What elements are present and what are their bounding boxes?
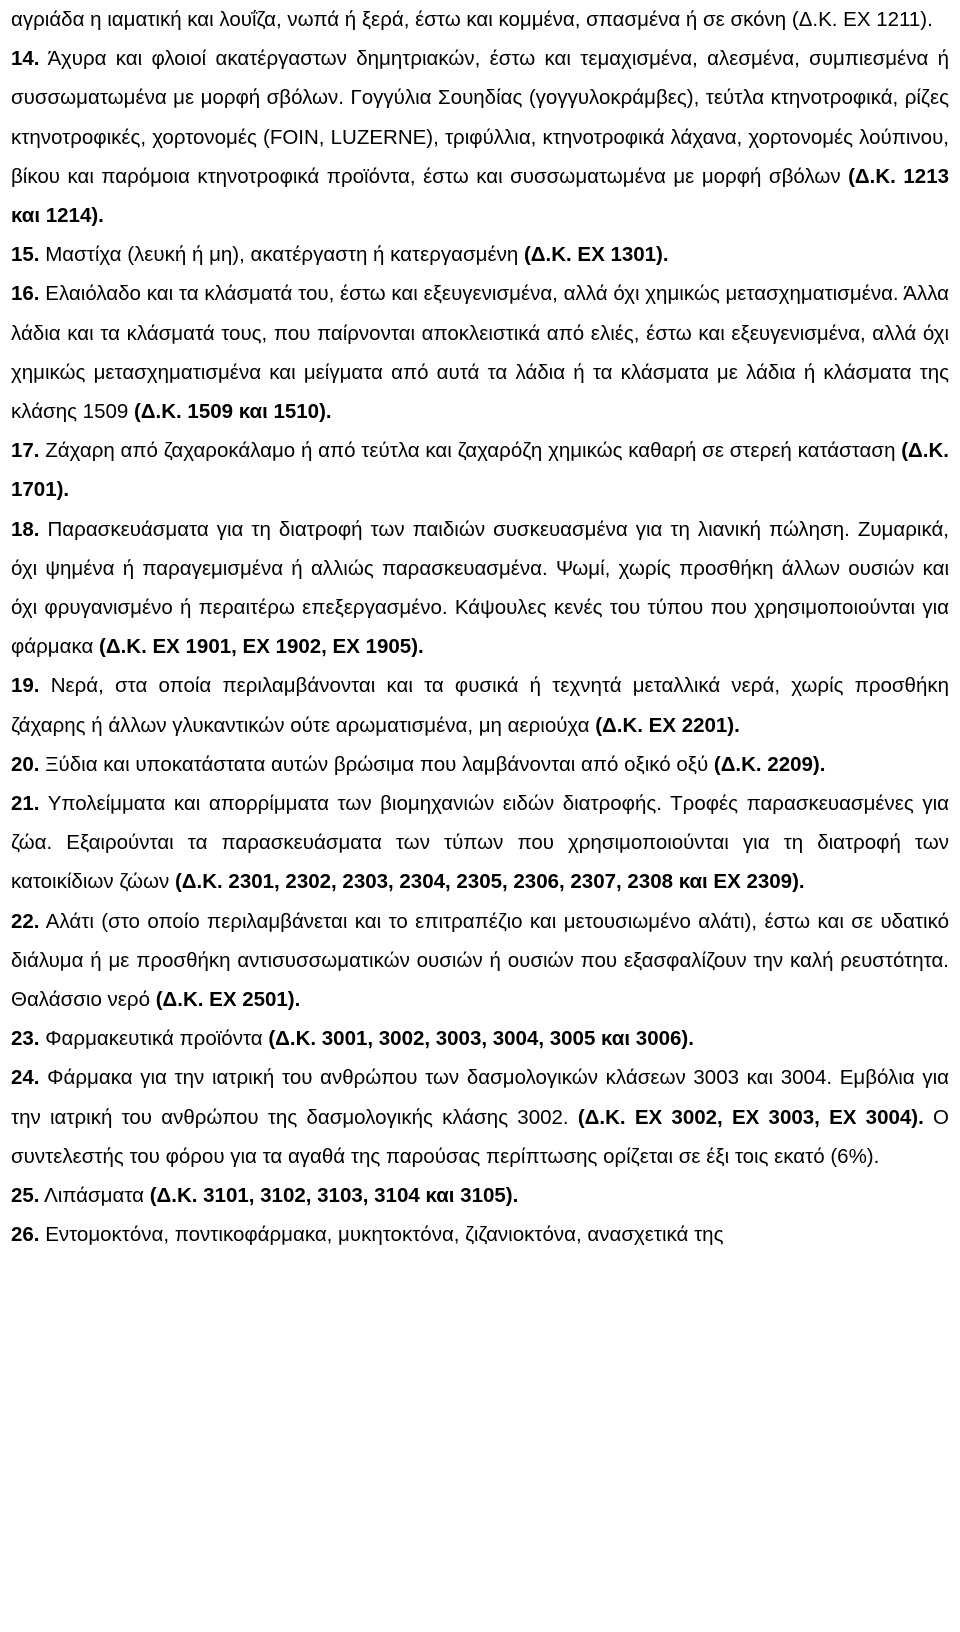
item-number: 17. bbox=[11, 439, 40, 463]
item-paragraph bbox=[11, 1019, 949, 1058]
item-text: Λιπάσματα bbox=[44, 1184, 150, 1208]
item-paragraph bbox=[11, 274, 949, 431]
item-text: Φάρμακα για την ιατρική του ανθρώπου των δασμολογικών κλάσεων 3003 και 3004. Εμβόλια για την ιατρική του ανθρώπου της δασμολογικής κλάσης 3002. bbox=[11, 1066, 949, 1129]
item-text: Αλάτι (στο οποίο περιλαμβάνεται και το επιτραπέζιο και μετουσιωμένο αλάτι), έστω και σε υδατικό διάλυμα ή με προσθήκη αντισυσσωματικών ουσιών ή ουσιών που εξασφαλίζουν την καλή ρευστότητα. Θαλάσσιο νερό bbox=[11, 909, 949, 1012]
item-number: 22. bbox=[11, 909, 40, 933]
item-paragraph bbox=[11, 784, 949, 902]
tariff-code-reference: (Δ.Κ. ΕΧ 1901, ΕΧ 1902, ΕΧ 1905). bbox=[99, 635, 424, 659]
item-number: 20. bbox=[11, 752, 40, 776]
item-text: αγριάδα η ιαματική και λουΐζα, νωπά ή ξερά, έστω και κομμένα, σπασμένα ή σε σκόνη (Δ.Κ. ΕΧ 1211). bbox=[11, 8, 933, 31]
item-number: 14. bbox=[11, 47, 40, 71]
item-paragraph bbox=[11, 431, 949, 509]
item-text: Υπολείμματα και απορρίμματα των βιομηχανιών ειδών διατροφής. Τροφές παρασκευασμένες για ζώα. Εξαιρούνται τα παρασκευάσματα των τύπων που χρησιμοποιούνται για τη διατροφή των κατοικίδιων ζώων bbox=[11, 792, 950, 894]
item-paragraph bbox=[11, 745, 949, 784]
item-number: 21. bbox=[11, 792, 40, 816]
tariff-code-reference: (Δ.Κ. 1213 και 1214). bbox=[11, 164, 949, 228]
item-text: Παρασκευάσματα για τη διατροφή των παιδιών συσκευασμένα για τη λιανική πώληση. Ζυμαρικά, όχι ψημένα ή παραγεμισμένα ή αλλιώς παρασκευασμένα. Ψωμί, χωρίς προσθήκη άλλων ουσιών και όχι φρυγανισμένο ή περαιτέρω επεξεργασμένο. Κάψουλες κενές του τύπου που χρησιμοποιούνται για φάρμακα bbox=[11, 517, 949, 659]
item-paragraph bbox=[11, 1215, 949, 1254]
item-text: Ξύδια και υποκατάστατα αυτών βρώσιμα που λαμβάνονται από οξικό οξύ bbox=[45, 752, 714, 776]
item-paragraph bbox=[11, 666, 949, 744]
item-number: 24. bbox=[11, 1066, 40, 1090]
item-paragraph bbox=[11, 1058, 949, 1176]
item-number: 23. bbox=[11, 1027, 40, 1051]
item-paragraph bbox=[11, 510, 949, 667]
item-number: 15. bbox=[11, 243, 40, 267]
tariff-code-reference: (Δ.Κ. ΕΧ 1301). bbox=[523, 243, 669, 267]
tariff-code-reference: (Δ.Κ. 2301, 2302, 2303, 2304, 2305, 2306, 2307, 2308 και ΕΧ 2309). bbox=[174, 870, 805, 894]
continuation-paragraph bbox=[11, 0, 949, 39]
item-text: Ελαιόλαδο και τα κλάσματά του, έστω και εξευγενισμένα, αλλά όχι χημικώς μετασχηματισμένα. Άλλα λάδια και τα κλάσματά τους, που παίρνονται αποκλειστικά από ελιές, έστω και εξευγενισμένα, αλλά όχι χημικώς μετασχηματισμένα και μείγματα από αυτά τα λάδια ή τα κλάσματα με λάδια ή κλάσματα της κλάσης 1509 bbox=[11, 282, 950, 424]
tariff-code-reference: (Δ.Κ. ΕΧ 3002, ΕΧ 3003, ΕΧ 3004). bbox=[577, 1105, 924, 1129]
item-number: 19. bbox=[11, 674, 40, 698]
item-paragraph bbox=[11, 902, 949, 1020]
item-paragraph bbox=[11, 39, 949, 235]
item-paragraph bbox=[11, 1176, 949, 1215]
item-text: Νερά, στα οποία περιλαμβάνονται και τα φυσικά ή τεχνητά μεταλλικά νερά, χωρίς προσθήκη ζάχαρης ή άλλων γλυκαντικών ούτε αρωματισμένα, μη αεριούχα bbox=[11, 674, 949, 737]
item-number: 16. bbox=[11, 282, 40, 306]
item-number: 26. bbox=[11, 1223, 40, 1247]
item-number: 25. bbox=[11, 1184, 40, 1208]
item-text: Φαρμακευτικά προϊόντα bbox=[45, 1027, 269, 1051]
item-number: 18. bbox=[11, 517, 40, 541]
item-text: Ζάχαρη από ζαχαροκάλαμο ή από τεύτλα και ζαχαρόζη χημικώς καθαρή σε στερεή κατάσταση bbox=[45, 439, 902, 463]
item-text: Ο συντελεστής του φόρου για τα αγαθά της παρούσας περίπτωσης ορίζεται σε έξι τοις εκατό (6%). bbox=[11, 1105, 949, 1168]
item-text: Εντομοκτόνα, ποντικοφάρμακα, μυκητοκτόνα, ζιζανιοκτόνα, ανασχετικά της bbox=[45, 1223, 724, 1247]
item-text: Μαστίχα (λευκή ή μη), ακατέργαστη ή κατεργασμένη bbox=[45, 243, 524, 267]
item-text: Άχυρα και φλοιοί ακατέργαστων δημητριακών, έστω και τεμαχισμένα, αλεσμένα, συμπιεσμένα ή συσσωματωμένα με μορφή σβόλων. Γογγύλια Σουηδίας (γογγυλοκράμβες), τεύτλα κτηνοτροφικά, ρίζες κτηνοτροφικές, χορτονομές (FOIN, LUZERNE), τριφύλλια, κτηνοτροφικά λάχανα, χορτονομές λούπινου, βίκου και παρόμοια κτηνοτροφικά προϊόντα, έστω και συσσωματωμένα με μορφή σβόλων bbox=[11, 47, 949, 188]
item-paragraph bbox=[11, 235, 949, 274]
tariff-code-reference: (Δ.Κ. 2209). bbox=[713, 752, 826, 776]
tariff-code-reference: (Δ.Κ. ΕΧ 2501). bbox=[155, 988, 301, 1012]
tariff-code-reference: (Δ.Κ. ΕΧ 2201). bbox=[595, 713, 740, 737]
tariff-code-reference: (Δ.Κ. 1701). bbox=[11, 439, 949, 502]
tariff-code-reference: (Δ.Κ. 3001, 3002, 3003, 3004, 3005 και 3006). bbox=[268, 1027, 694, 1051]
tariff-code-reference: (Δ.Κ. 3101, 3102, 3103, 3104 και 3105). bbox=[149, 1184, 519, 1208]
tariff-code-reference: (Δ.Κ. 1509 και 1510). bbox=[133, 400, 332, 424]
